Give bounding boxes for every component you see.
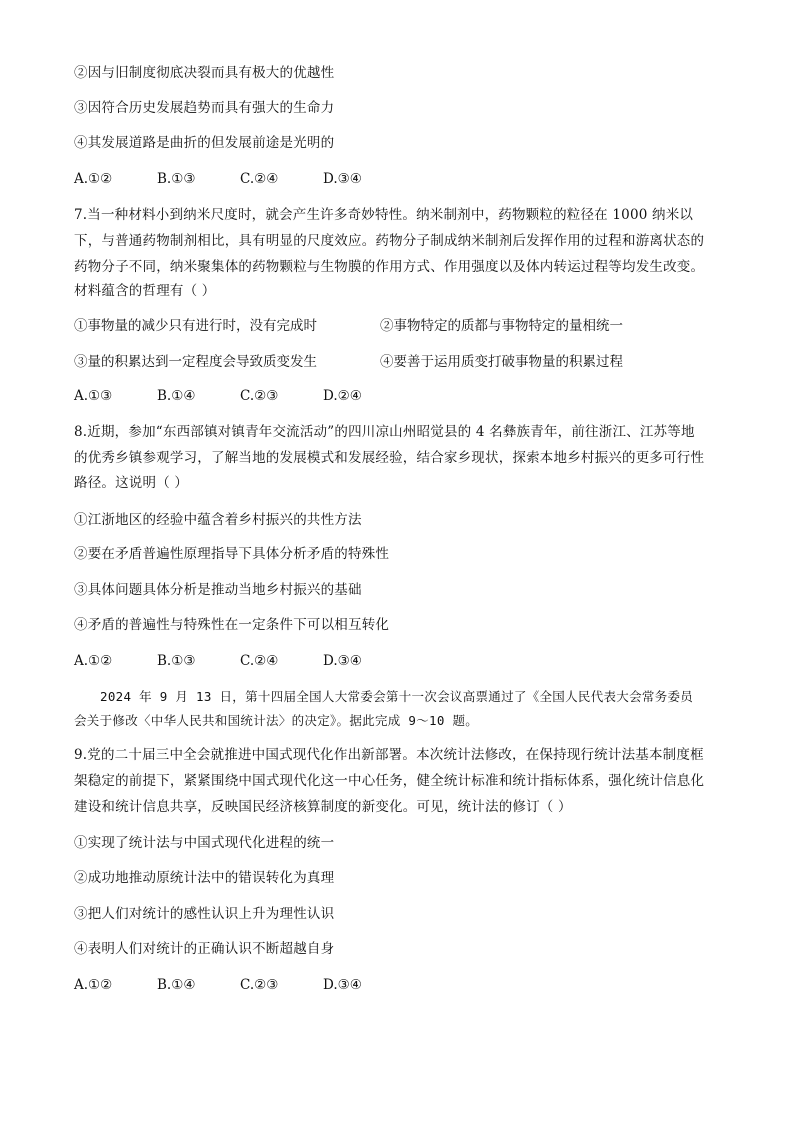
- q9-stem-line-3: 建设和统计信息共享，反映国民经济核算制度的新变化。可见，统计法的修订（ ）: [74, 799, 572, 815]
- q8-option-2: ②要在矛盾普遍性原理指导下具体分析矛盾的特殊性: [74, 546, 390, 562]
- q7-stem-line-4: 材料蕴含的哲理有（ ）: [74, 283, 216, 299]
- q8-stem-line-2: 的优秀乡镇参观学习，了解当地的发展模式和发展经验，结合家乡现状，探索本地乡村振兴的更多可行性: [74, 450, 705, 466]
- q6-choice-b: B.①③: [157, 171, 196, 187]
- q9-choice-a: A.①②: [74, 977, 113, 993]
- q7-option-1: ①事物量的减少只有进行时，没有完成时: [74, 318, 317, 334]
- q8-choice-b: B.①③: [157, 653, 196, 669]
- q6-option-2: ②因与旧制度彻底决裂而具有极大的优越性: [74, 65, 335, 81]
- q9-stem-line-2: 架稳定的前提下，紧紧围绕中国式现代化这一中心任务，健全统计标准和统计指标体系，强化统计信息化: [74, 773, 705, 789]
- q8-option-1: ①江浙地区的经验中蕴含着乡村振兴的共性方法: [74, 512, 362, 528]
- q7-option-2: ②事物特定的质都与事物特定的量相统一: [380, 318, 623, 334]
- intro-line-2: 会关于修改〈中华人民共和国统计法〉的决定》。据此完成 9～10 题。: [74, 713, 479, 728]
- q8-choice-a: A.①②: [74, 653, 113, 669]
- q7-choice-b: B.①④: [157, 388, 196, 404]
- q9-choice-b: B.①④: [157, 977, 196, 993]
- intro-line-1: 2024 年 9 月 13 日，第十四届全国人大常委会第十一次会议高票通过了《全国人民代表大会常务委员: [100, 689, 694, 704]
- q8-choice-c: C.②④: [240, 653, 279, 669]
- q6-choice-a: A.①②: [74, 171, 113, 187]
- q7-choice-c: C.②③: [240, 388, 279, 404]
- q9-option-1: ①实现了统计法与中国式现代化进程的统一: [74, 835, 335, 851]
- q9-choice-c: C.②③: [240, 977, 279, 993]
- q6-option-3: ③因符合历史发展趋势而具有强大的生命力: [74, 100, 335, 116]
- q7-stem-line-3: 药物分子不同，纳米聚集体的药物颗粒与生物膜的作用方式、作用强度以及体内转运过程等均发生改变。: [74, 259, 705, 275]
- q7-option-4: ④要善于运用质变打破事物量的积累过程: [380, 354, 623, 370]
- q9-option-2: ②成功地推动原统计法中的错误转化为真理: [74, 870, 335, 886]
- q9-choice-d: D.③④: [323, 977, 362, 993]
- q8-stem-line-3: 路径。这说明（ ）: [74, 475, 189, 491]
- q6-option-4: ④其发展道路是曲折的但发展前途是光明的: [74, 135, 335, 151]
- q8-stem-line-1: 8.近期，参加“东西部镇对镇青年交流活动”的四川凉山州昭觉县的 4 名彝族青年，前往浙江、江苏等地: [74, 424, 695, 440]
- q7-choice-d: D.②④: [323, 388, 362, 404]
- q9-stem-line-1: 9.党的二十届三中全会就推进中国式现代化作出新部署。本次统计法修改，在保持现行统计法基本制度框: [74, 747, 704, 763]
- q7-stem-line-2: 下，与普通药物制剂相比，具有明显的尺度效应。药物分子制成纳米制剂后发挥作用的过程和游离状态的: [74, 233, 705, 249]
- q9-option-4: ④表明人们对统计的正确认识不断超越自身: [74, 941, 335, 957]
- q6-choice-c: C.②④: [240, 171, 279, 187]
- q9-option-3: ③把人们对统计的感性认识上升为理性认识: [74, 906, 335, 922]
- q6-choice-d: D.③④: [323, 171, 362, 187]
- q8-option-3: ③具体问题具体分析是推动当地乡村振兴的基础: [74, 582, 362, 598]
- q8-choice-d: D.③④: [323, 653, 362, 669]
- q7-choice-a: A.①③: [74, 388, 113, 404]
- q8-option-4: ④矛盾的普遍性与特殊性在一定条件下可以相互转化: [74, 617, 390, 633]
- q7-stem-line-1: 7.当一种材料小到纳米尺度时，就会产生许多奇妙特性。纳米制剂中，药物颗粒的粒径在 1000 纳米以: [74, 207, 694, 223]
- q7-option-3: ③量的积累达到一定程度会导致质变发生: [74, 354, 317, 370]
